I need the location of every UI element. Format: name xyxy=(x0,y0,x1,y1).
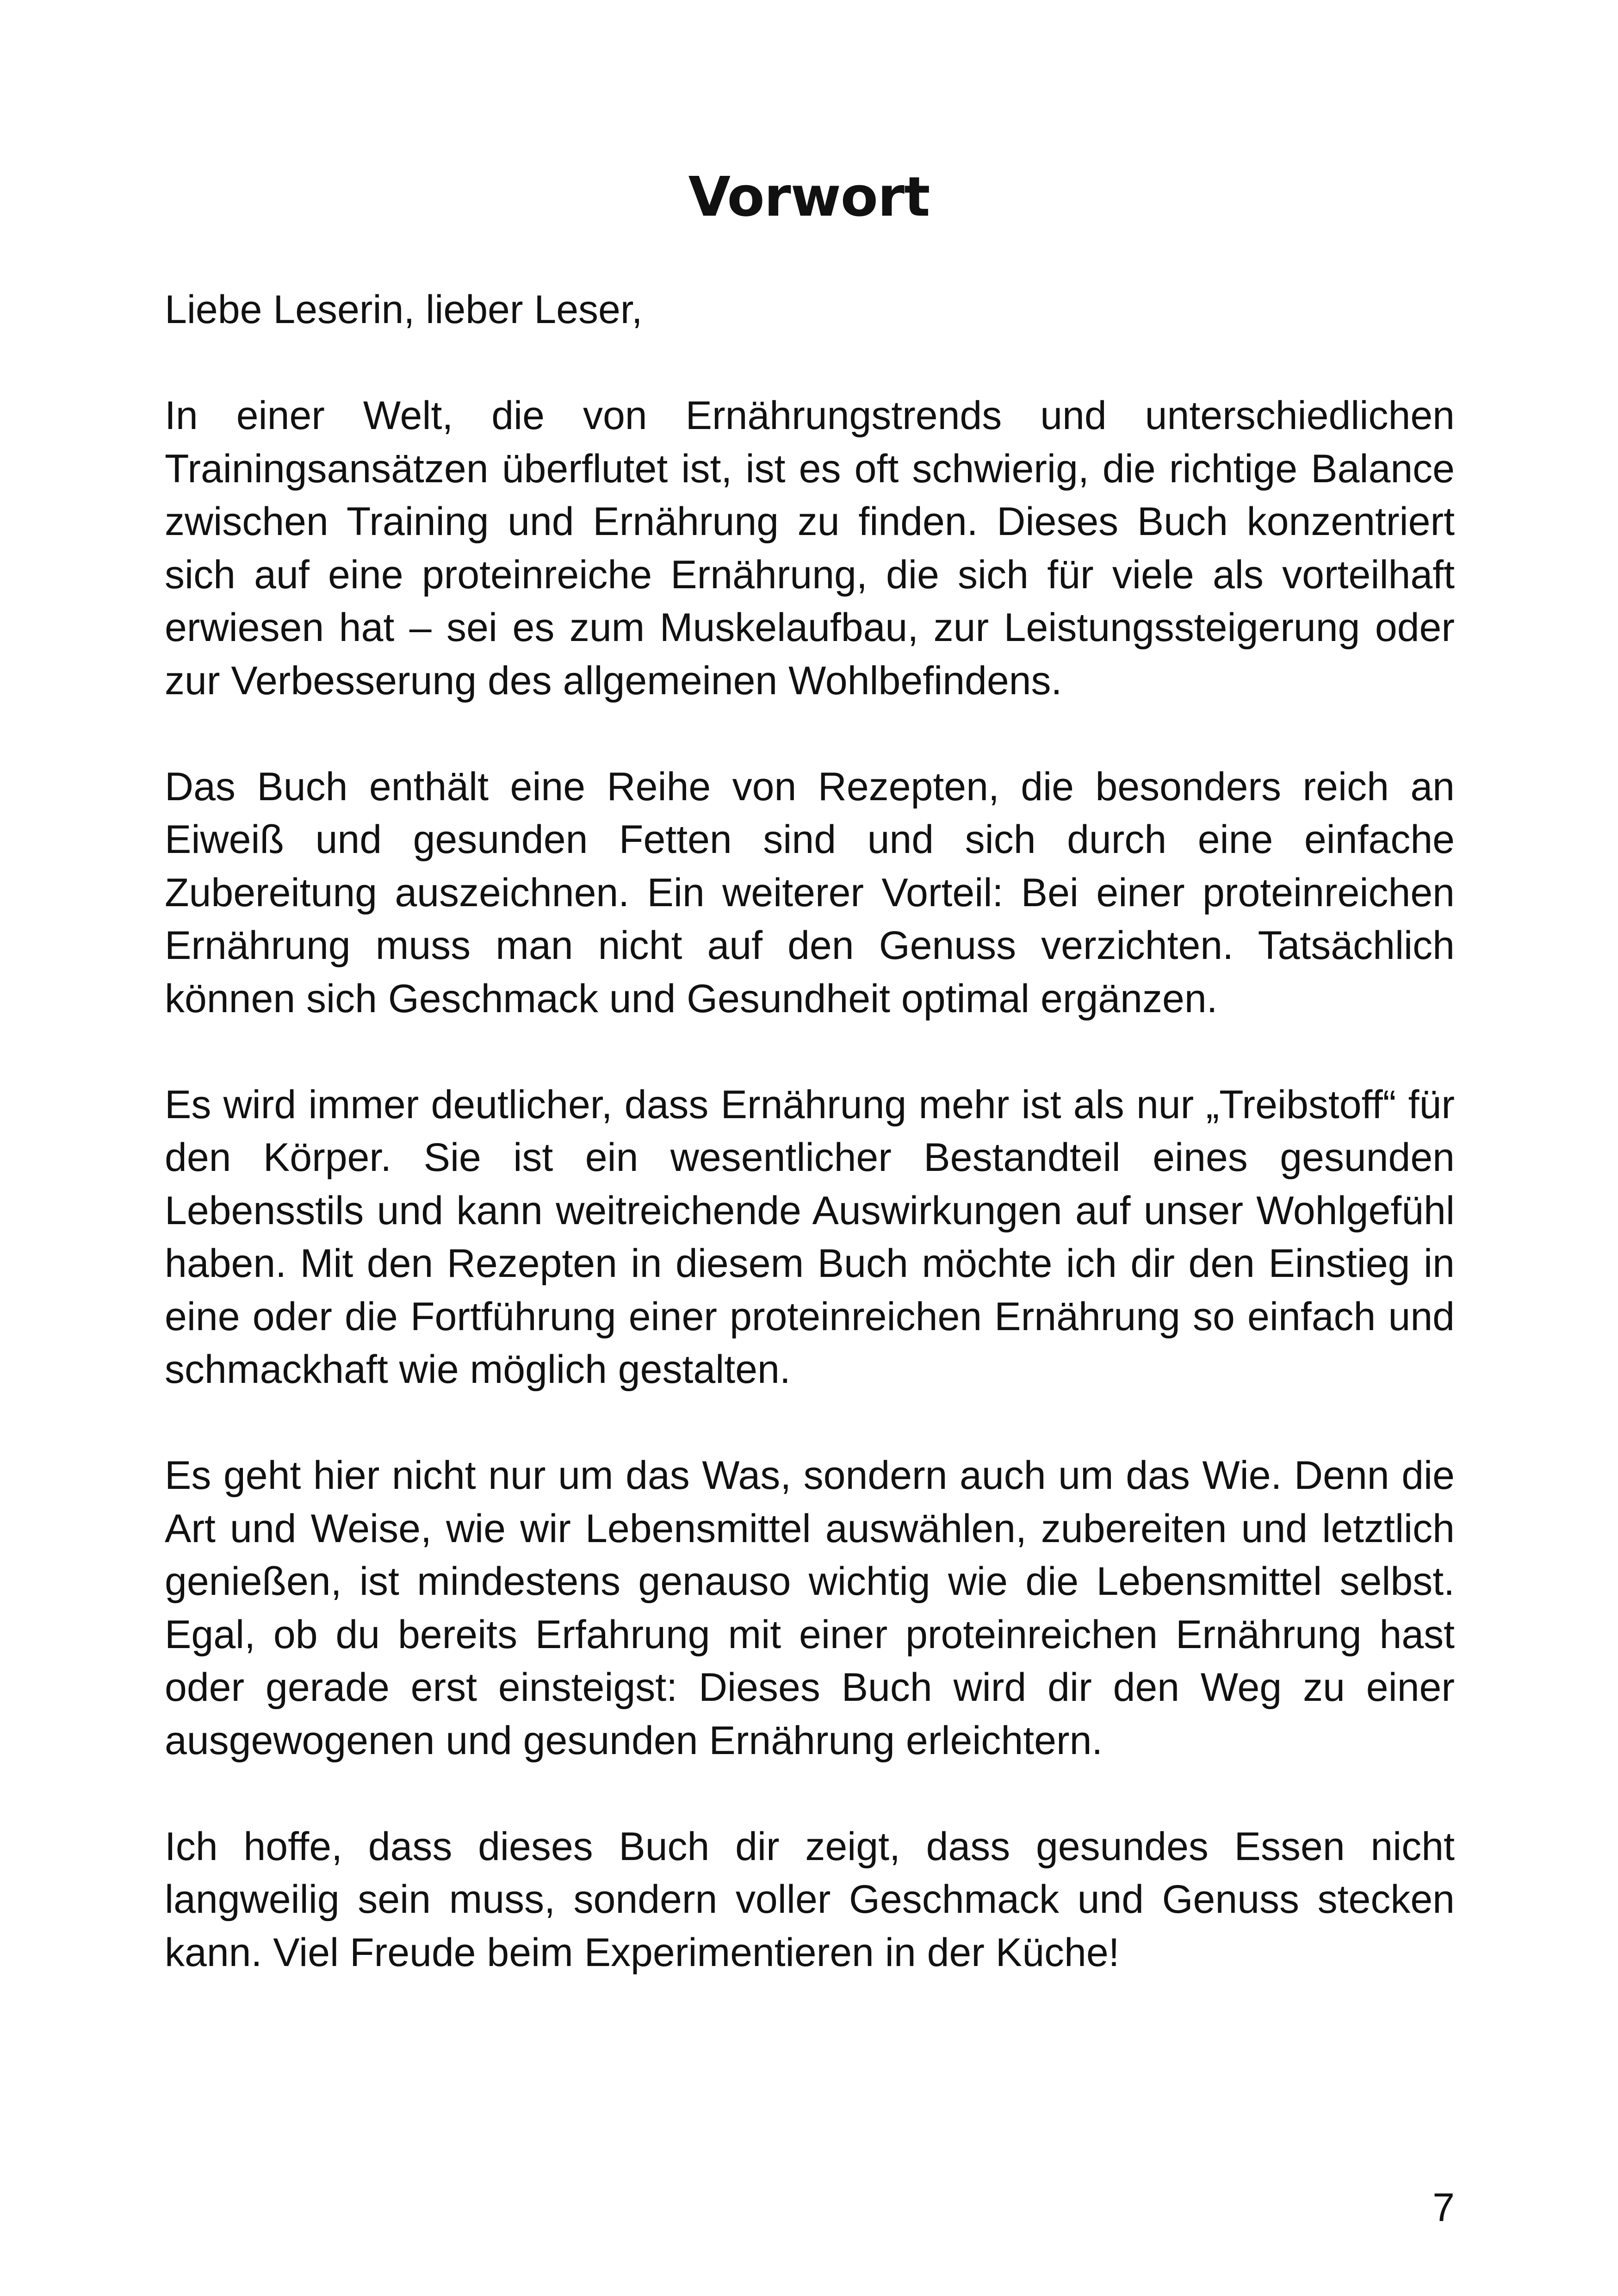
paragraph-4: Es geht hier nicht nur um das Was, sondern auch um das Wie. Denn die Art und Weise, wie wir Lebensmittel auswählen, zubereiten und letztlich genießen, ist mindestens genauso wichtig wie die Lebensmittel selbst. Egal, ob du bereits Erfahrung mit einer proteinreichen Ernährung hast oder gerade erst einsteigst: Dieses Buch wird dir den Weg zu einer ausgewogenen und gesunden Ernährung erleichtern. xyxy=(165,1453,1455,1763)
body-text xyxy=(165,283,1455,1979)
paragraph-5: Ich hoffe, dass dieses Buch dir zeigt, dass gesundes Essen nicht langweilig sein muss, sondern voller Geschmack und Genuss stecken kann. Viel Freude beim Experimentieren in der Küche! xyxy=(165,1824,1455,1975)
salutation: Liebe Leserin, lieber Leser, xyxy=(165,287,643,332)
page-title: Vorwort xyxy=(688,165,930,229)
paragraph-1: In einer Welt, die von Ernährungstrends und unterschiedlichen Trainingsansätzen überflutet ist, ist es oft schwierig, die richtige Balance zwischen Training und Ernährung zu finden. Dieses Buch konzentriert sich auf eine proteinreiche Ernährung, die sich für viele als vorteilhaft erwiesen hat – sei es zum Muskelaufbau, zur Leistungssteigerung oder zur Verbesserung des allgemeinen Wohlbefindens. xyxy=(165,393,1455,703)
paragraph-3: Es wird immer deutlicher, dass Ernährung mehr ist als nur „Treibstoff“ für den Körper. Sie ist ein wesentlicher Bestandteil eines gesunden Lebensstils und kann weitreichende Auswirkungen auf unser Wohlgefühl haben. Mit den Rezepten in diesem Buch möchte ich dir den Einstieg in eine oder die Fortführung einer proteinreichen Ernährung so einfach und schmackhaft wie möglich gestalten. xyxy=(165,1082,1455,1392)
paragraph-2: Das Buch enthält eine Reihe von Rezepten, die besonders reich an Eiweiß und gesunden Fetten sind und sich durch eine einfache Zubereitung auszeichnen. Ein weiterer Vorteil: Bei einer proteinreichen Ernährung muss man nicht auf den Genuss verzichten. Tatsächlich können sich Geschmack und Gesundheit optimal ergänzen. xyxy=(165,764,1455,1021)
page-number: 7 xyxy=(1432,2185,1455,2230)
